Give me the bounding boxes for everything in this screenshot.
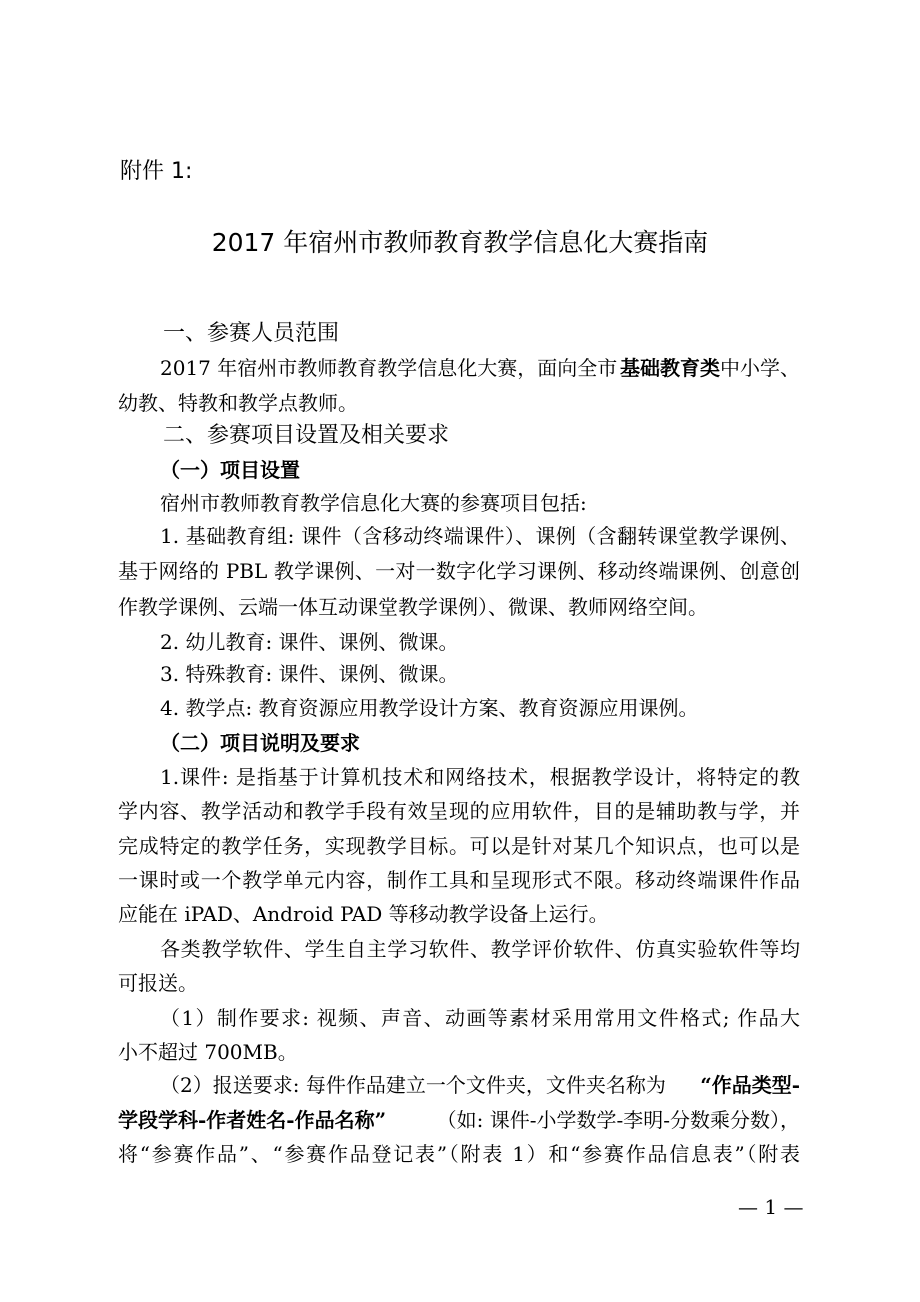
- item-2: 2. 幼儿教育: 课件、课例、微课。: [160, 630, 459, 654]
- document-title: 2017 年宿州市教师教育教学信息化大赛指南: [211, 228, 709, 257]
- submission-req-line-2: [118, 1108, 800, 1132]
- software-para-line-1: 各类教学软件、学生自主学习软件、教学评价软件、仿真实验软件等均: [160, 937, 800, 961]
- subsection-1-intro: 宿州市教师教育教学信息化大赛的参赛项目包括:: [160, 491, 587, 515]
- submission-bold-a: “作品类型-: [700, 1073, 800, 1097]
- submission-text-c: （如: 课件-小学数学-李明-分数乘分数），: [436, 1108, 800, 1132]
- subsection-2-heading: （二）项目说明及要求: [160, 731, 360, 755]
- section-1-paragraph-line-1: [160, 356, 800, 380]
- courseware-para-line-3: 完成特定的教学任务，实现教学目标。可以是针对某几个知识点，也可以是: [118, 834, 800, 858]
- courseware-para-line-4: 一课时或一个教学单元内容，制作工具和呈现形式不限。移动终端课件作品: [118, 868, 800, 892]
- submission-req-line-3: 将“参赛作品”、“参赛作品登记表”（附表 1）和“参赛作品信息表”（附表: [118, 1142, 800, 1166]
- subsection-1-heading: （一）项目设置: [160, 458, 300, 482]
- section-1-paragraph-line-2: 幼教、特教和教学点教师。: [118, 391, 358, 415]
- courseware-para-line-1: 1.课件: 是指基于计算机技术和网络技术，根据教学设计，将特定的教: [160, 765, 800, 789]
- software-para-line-2: 可报送。: [118, 971, 198, 995]
- item-1-line-2: 基于网络的 PBL 教学课例、一对一数字化学习课例、移动终端课例、创意创: [118, 559, 800, 583]
- item-1-line-1: 1. 基础教育组: 课件（含移动终端课件）、课例（含翻转课堂教学课例、: [160, 524, 800, 548]
- submission-req-line-1: [160, 1073, 800, 1097]
- courseware-para-line-2: 学内容、教学活动和教学手段有效呈现的应用软件，目的是辅助教与学，并: [118, 799, 800, 823]
- page-number: — 1 —: [738, 1195, 804, 1219]
- item-4: 4. 教学点: 教育资源应用教学设计方案、教育资源应用课例。: [160, 696, 699, 720]
- section-1-text-a: 2017 年宿州市教师教育教学信息化大赛，面向全市: [160, 356, 618, 380]
- section-1-heading: 一、参赛人员范围: [163, 321, 340, 346]
- section-1-bold-term: 基础教育类: [620, 356, 720, 380]
- production-req-line-1: （1）制作要求: 视频、声音、动画等素材采用常用文件格式; 作品大: [160, 1006, 800, 1030]
- item-1-line-3: 作教学课例、云端一体互动课堂教学课例）、微课、教师网络空间。: [118, 595, 708, 619]
- submission-bold-b: 学段学科-作者姓名-作品名称”: [118, 1108, 387, 1132]
- section-2-heading: 二、参赛项目设置及相关要求: [163, 423, 450, 448]
- courseware-para-line-5: 应能在 iPAD、Android PAD 等移动教学设备上运行。: [118, 902, 609, 926]
- attachment-label: 附件 1:: [120, 159, 193, 184]
- section-1-text-c: 中小学、: [720, 356, 800, 380]
- item-3: 3. 特殊教育: 课件、课例、微课。: [160, 662, 459, 686]
- submission-text-a: （2）报送要求: 每件作品建立一个文件夹，文件夹名称为: [160, 1073, 666, 1097]
- production-req-line-2: 小不超过 700MB。: [118, 1040, 298, 1064]
